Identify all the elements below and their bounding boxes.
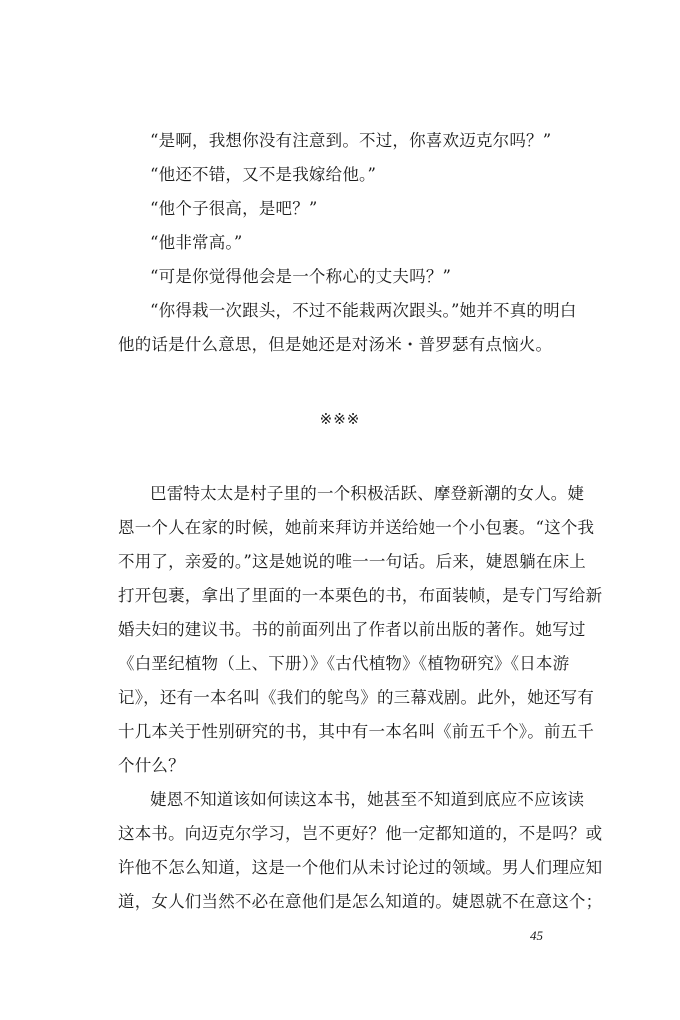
- dialogue-section: [118, 124, 577, 362]
- paragraph-line: 打开包裹，拿出了里面的一本栗色的书，布面装帧，是专门写给新: [118, 586, 603, 605]
- dialogue-line: 他的话是什么意思，但是她还是对汤米・普罗瑟有点恼火。: [118, 335, 553, 354]
- paragraph-line: 《白垩纪植物（上、下册）》《古代植物》《植物研究》《日本游: [118, 654, 570, 673]
- paragraph: [118, 477, 603, 783]
- paragraph-line: 婕恩不知道该如何读这本书，她甚至不知道到底应不应该读: [150, 790, 585, 809]
- body-text: [118, 477, 603, 919]
- paragraph: [118, 783, 603, 919]
- paragraph-line: 十几本关于性别研究的书，其中有一本名叫《前五千个》。前五千: [118, 722, 595, 741]
- dialogue-line: “他非常高。”: [150, 233, 243, 252]
- dialogue-line: “他个子很高，是吧？”: [150, 199, 318, 218]
- paragraph-line: 许他不怎么知道，这是一个他们从未讨论过的领域。男人们理应知: [118, 858, 603, 877]
- paragraph-line: 道，女人们当然不必在意他们是怎么知道的。婕恩就不在意这个；: [118, 892, 603, 911]
- paragraph-line: 恩一个人在家的时候，她前来拜访并送给她一个小包裹。“这个我: [118, 518, 595, 537]
- dialogue-line: “是啊，我想你没有注意到。不过，你喜欢迈克尔吗？”: [150, 131, 552, 150]
- page-number: 45: [530, 928, 543, 943]
- dialogue-line: “他还不错，又不是我嫁给他。”: [150, 165, 377, 184]
- paragraph-line: 不用了，亲爱的。”这是她说的唯一一句话。后来，婕恩躺在床上: [118, 552, 586, 571]
- section-separator: ※※※: [319, 410, 361, 428]
- dialogue-line: “可是你觉得他会是一个称心的丈夫吗？”: [150, 267, 452, 286]
- paragraph-line: 记》，还有一本名叫《我们的鸵鸟》的三幕戏剧。此外，她还写有: [118, 688, 595, 707]
- dialogue-line: “你得栽一次跟头，不过不能栽两次跟头。”她并不真的明白: [150, 301, 577, 320]
- paragraph-line: 这本书。向迈克尔学习，岂不更好？他一定都知道的，不是吗？或: [118, 824, 603, 843]
- paragraph-line: 个什么？: [118, 756, 185, 775]
- paragraph-line: 婚夫妇的建议书。书的前面列出了作者以前出版的著作。她写过: [118, 620, 586, 639]
- paragraph-line: 巴雷特太太是村子里的一个积极活跃、摩登新潮的女人。婕: [150, 484, 585, 503]
